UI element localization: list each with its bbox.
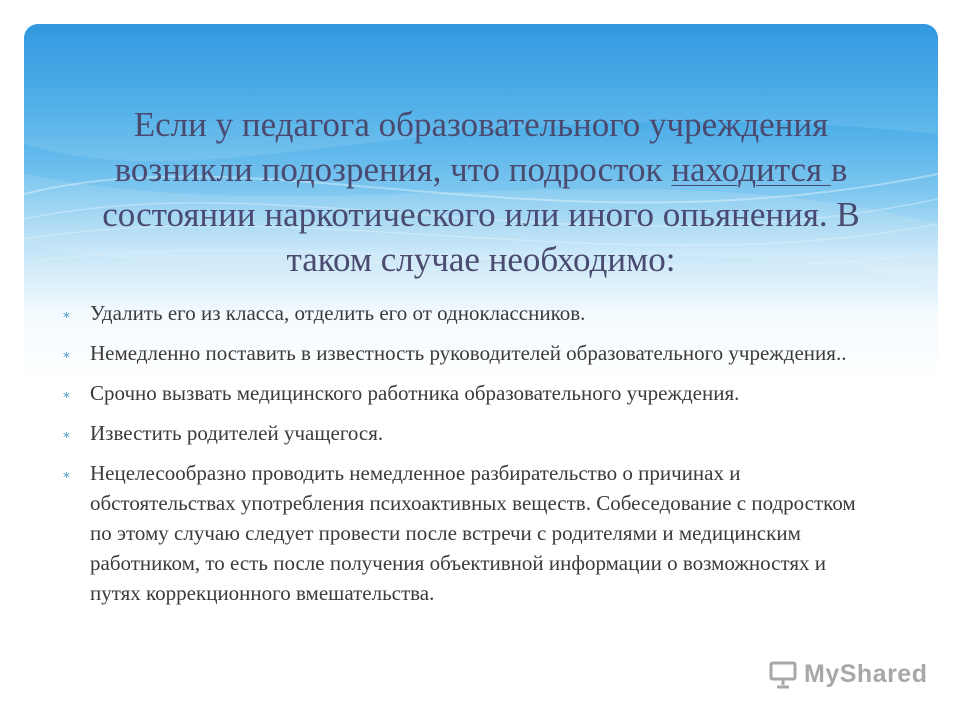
bullet-asterisk-icon: ∗ <box>62 347 71 362</box>
bullet-text: Удалить его из класса, отделить его от одноклассников. <box>90 301 586 325</box>
list-item <box>58 378 858 408</box>
bullet-text: Нецелесообразно проводить немедленное разбирательство о причинах и обстоятельствах употребления психоактивных веществ. Собеседование с подростком по этому случаю следует провести после встречи с родителями и медицинским работником, то есть после получения объективной информации о возможностях и путях коррекционного вмешательства. <box>90 461 856 605</box>
title-underlined-word: находится <box>671 150 831 189</box>
list-item <box>58 338 858 368</box>
slide-title <box>64 102 898 282</box>
bullet-asterisk-icon: ∗ <box>62 307 71 322</box>
bullet-asterisk-icon: ∗ <box>62 467 71 482</box>
bullet-asterisk-icon: ∗ <box>62 387 71 402</box>
list-item <box>58 298 858 328</box>
watermark <box>768 654 927 694</box>
slide-frame <box>24 24 938 714</box>
presentation-board-icon <box>768 659 798 689</box>
list-item <box>58 458 858 608</box>
bullet-asterisk-icon: ∗ <box>62 427 71 442</box>
bullet-text: Известить родителей учащегося. <box>90 421 384 445</box>
list-item <box>58 418 858 448</box>
watermark-text: MyShared <box>804 659 928 688</box>
bullet-text: Срочно вызвать медицинского работника образовательного учреждения. <box>90 381 740 405</box>
title-text-part-1: Если у педагога образовательного учреждения возникли подозрения, что подросток <box>114 105 829 189</box>
bullet-text: Немедленно поставить в известность руководителей образовательного учреждения.. <box>90 341 847 365</box>
bullet-list <box>58 298 858 618</box>
title-text-part-2: в состоянии наркотического или иного опьянения. В таком случае необходимо: <box>102 150 860 279</box>
